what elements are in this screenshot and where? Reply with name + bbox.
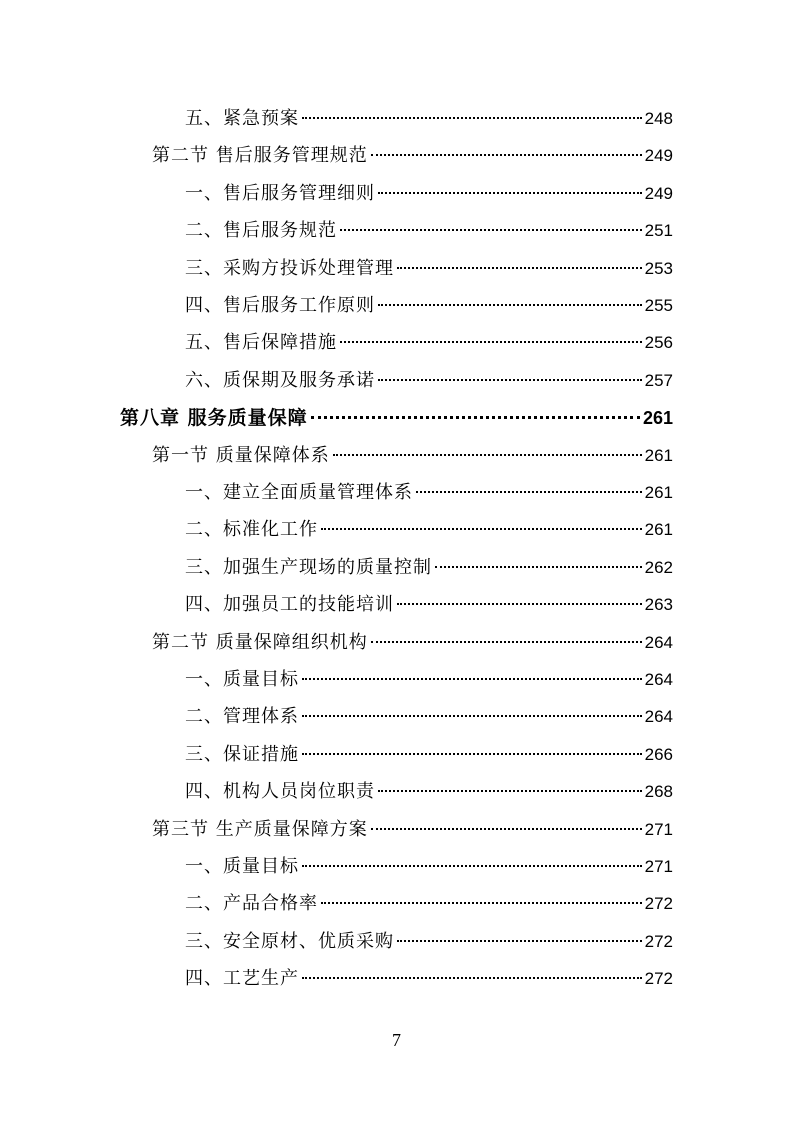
toc-entry-page: 268 (644, 782, 673, 802)
toc-dot-leader (378, 790, 642, 792)
toc-entry-title: 二、管理体系 (185, 706, 299, 728)
toc-dot-leader (371, 641, 642, 643)
toc-dot-leader (302, 977, 642, 979)
toc-dot-leader (378, 304, 642, 306)
page-number: 7 (392, 1030, 401, 1050)
toc-entry-page: 272 (644, 931, 673, 951)
toc-entry-page: 251 (644, 221, 673, 241)
toc-entry-title: 四、机构人员岗位职责 (185, 781, 375, 803)
toc-section-row[interactable] (152, 815, 673, 845)
toc-dot-leader (321, 902, 642, 904)
toc-entry-title: 一、建立全面质量管理体系 (185, 482, 413, 503)
toc-entry-title: 二、售后服务规范 (185, 220, 337, 242)
toc-entry-page: 261 (644, 445, 673, 465)
toc-dot-leader (302, 678, 642, 680)
toc-item-row[interactable] (185, 366, 673, 396)
toc-dot-leader (397, 940, 642, 942)
toc-dot-leader (333, 454, 642, 456)
toc-item-row[interactable] (185, 254, 673, 284)
toc-dot-leader (302, 865, 642, 867)
toc-entry-page: 248 (644, 109, 673, 128)
toc-dot-leader (378, 192, 642, 194)
toc-entry-page: 264 (644, 707, 673, 727)
toc-dot-leader (371, 828, 642, 830)
toc-item-row[interactable] (185, 328, 673, 358)
toc-item-row[interactable] (185, 777, 673, 807)
toc-entry-title: 四、售后服务工作原则 (185, 295, 375, 316)
toc-item-row[interactable] (185, 179, 673, 209)
toc-entry-page: 256 (644, 333, 673, 353)
toc-entry-page: 249 (644, 183, 673, 203)
toc-entry-page: 261 (644, 483, 673, 502)
toc-item-row[interactable] (185, 927, 673, 957)
toc-entry-title: 一、质量目标 (185, 669, 299, 690)
toc-entry-page: 272 (644, 969, 673, 989)
toc-entry-page: 271 (644, 857, 673, 876)
toc-entry-title: 五、紧急预案 (185, 108, 299, 129)
toc-dot-leader (371, 154, 642, 156)
toc-dot-leader (340, 229, 642, 231)
toc-entry-page: 255 (644, 296, 673, 315)
toc-dot-leader (302, 117, 642, 119)
toc-section-row[interactable] (152, 141, 673, 171)
toc-dot-leader (302, 753, 642, 755)
toc-dot-leader (311, 416, 640, 419)
toc-item-row[interactable] (185, 216, 673, 246)
toc-item-row[interactable] (185, 702, 673, 732)
toc-entry-title: 三、加强生产现场的质量控制 (185, 556, 432, 578)
toc-entry-title: 第三节 生产质量保障方案 (152, 818, 368, 840)
toc-section-row[interactable] (152, 628, 673, 658)
toc-section-row[interactable] (152, 441, 673, 471)
toc-entry-page: 266 (644, 744, 673, 764)
toc-dot-leader (340, 341, 642, 343)
toc-dot-leader (416, 491, 642, 493)
toc-entry-title: 一、售后服务管理细则 (185, 182, 375, 204)
toc-entry-title: 三、保证措施 (185, 743, 299, 765)
toc-entry-page: 264 (644, 632, 673, 652)
toc-entry-title: 一、质量目标 (185, 856, 299, 877)
toc-entry-page: 264 (644, 670, 673, 689)
toc-item-row[interactable] (185, 553, 673, 583)
toc-entry-title: 四、工艺生产 (185, 968, 299, 990)
toc-chapter-row[interactable] (120, 403, 673, 433)
toc-entry-page: 253 (644, 258, 673, 278)
toc-entry-title: 第八章 服务质量保障 (120, 407, 308, 430)
toc-entry-title: 二、标准化工作 (185, 519, 318, 541)
toc-item-row[interactable] (185, 478, 673, 508)
toc-item-row[interactable] (185, 104, 673, 134)
toc-entry-page: 272 (644, 894, 673, 914)
toc-entry-title: 四、加强员工的技能培训 (185, 594, 394, 616)
toc-dot-leader (435, 566, 642, 568)
toc-entry-page: 257 (644, 370, 673, 390)
toc-entry-page: 261 (642, 408, 673, 429)
toc-entry-title: 三、安全原材、优质采购 (185, 930, 394, 952)
toc-entry-title: 五、售后保障措施 (185, 332, 337, 354)
toc-item-row[interactable] (185, 852, 673, 882)
toc-item-row[interactable] (185, 964, 673, 994)
toc-entry-title: 二、产品合格率 (185, 893, 318, 915)
toc-entry-title: 第二节 售后服务管理规范 (152, 145, 368, 167)
toc-entry-page: 271 (644, 819, 673, 839)
toc-entry-title: 第二节 质量保障组织机构 (152, 631, 368, 653)
toc-item-row[interactable] (185, 889, 673, 919)
toc-dot-leader (397, 267, 642, 269)
toc-item-row[interactable] (185, 291, 673, 321)
toc-entry-title: 三、采购方投诉处理管理 (185, 257, 394, 279)
toc-entry-page: 249 (644, 146, 673, 166)
toc-entry-page: 263 (644, 595, 673, 615)
toc-item-row[interactable] (185, 590, 673, 620)
toc-item-row[interactable] (185, 515, 673, 545)
toc-dot-leader (378, 379, 642, 381)
toc-entry-page: 262 (644, 557, 673, 577)
toc-entry-page: 261 (644, 520, 673, 540)
toc-item-row[interactable] (185, 740, 673, 770)
toc-dot-leader (321, 528, 642, 530)
toc-dot-leader (302, 715, 642, 717)
toc-item-row[interactable] (185, 665, 673, 695)
toc-entry-title: 六、质保期及服务承诺 (185, 369, 375, 391)
toc-entry-title: 第一节 质量保障体系 (152, 444, 330, 466)
toc-dot-leader (397, 603, 642, 605)
